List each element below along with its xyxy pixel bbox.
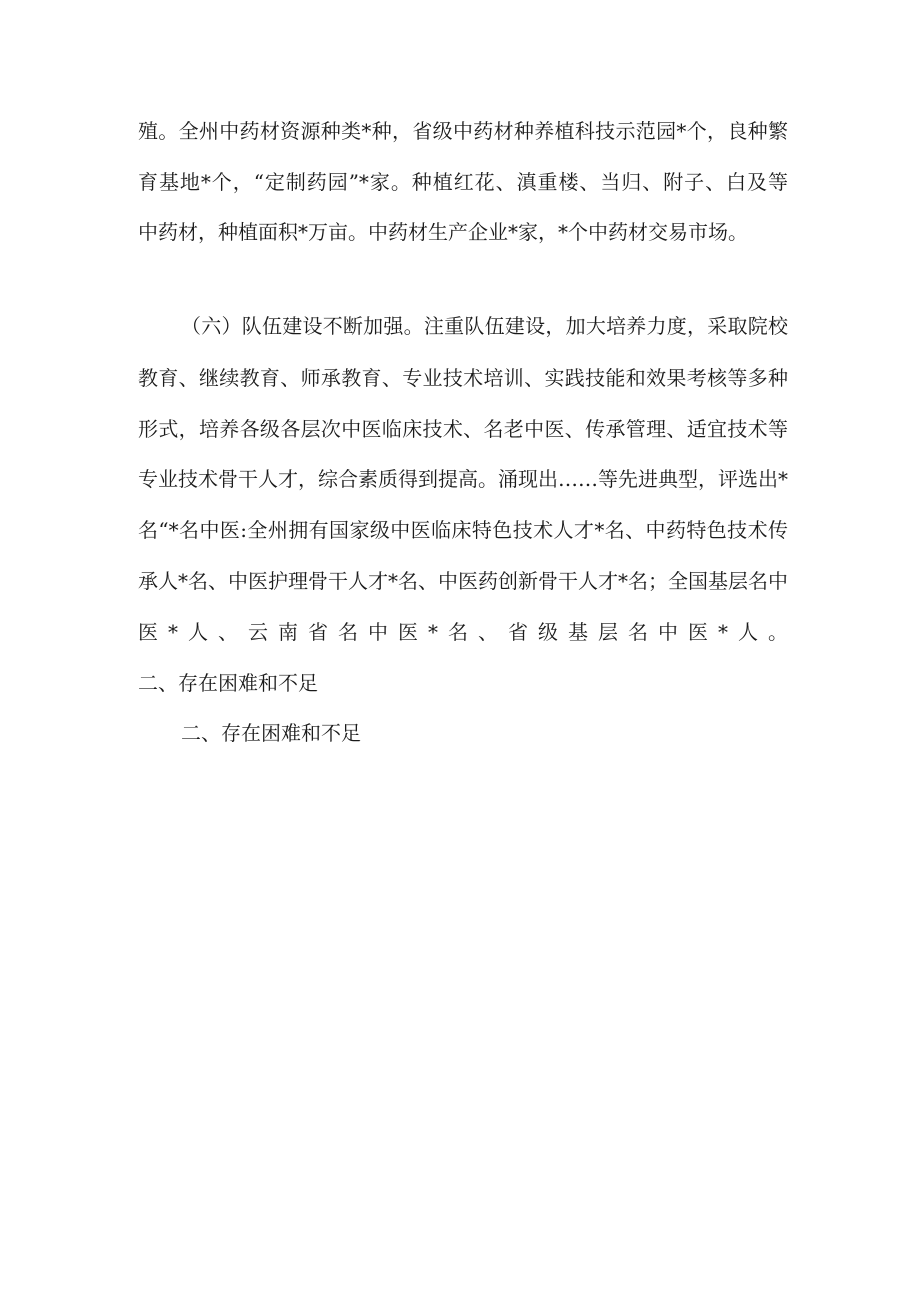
text-line: 医*人、云南省名中医*名、省级基层名中医*人。 bbox=[138, 620, 788, 644]
text-line: 殖。全州中药材资源种类*种，省级中药材种养植科技示范园*个，良种繁 bbox=[138, 119, 788, 143]
text-line: 二、存在困难和不足 bbox=[138, 671, 318, 695]
section-heading: 二、存在困难和不足 bbox=[181, 721, 361, 745]
text-line: 专业技术骨干人才，综合素质得到提高。涌现出……等先进典型，评选出* bbox=[138, 467, 788, 491]
paragraph-start-line: （六）队伍建设不断加强。注重队伍建设，加大培养力度，采取院校 bbox=[181, 314, 788, 338]
text-line: 承人*名、中医护理骨干人才*名、中医药创新骨干人才*名；全国基层名中 bbox=[138, 569, 788, 593]
text-line: 形式，培养各级各层次中医临床技术、名老中医、传承管理、适宜技术等 bbox=[138, 417, 788, 441]
text-line: 育基地*个，“定制药园”*家。种植红花、滇重楼、当归、附子、白及等 bbox=[138, 170, 788, 194]
text-line: 教育、继续教育、师承教育、专业技术培训、实践技能和效果考核等多种 bbox=[138, 366, 788, 390]
text-line: 中药材，种植面积*万亩。中药材生产企业*家，*个中药材交易市场。 bbox=[138, 220, 748, 244]
text-line: 名“*名中医:全州拥有国家级中医临床特色技术人才*名、中药特色技术传 bbox=[138, 518, 788, 542]
